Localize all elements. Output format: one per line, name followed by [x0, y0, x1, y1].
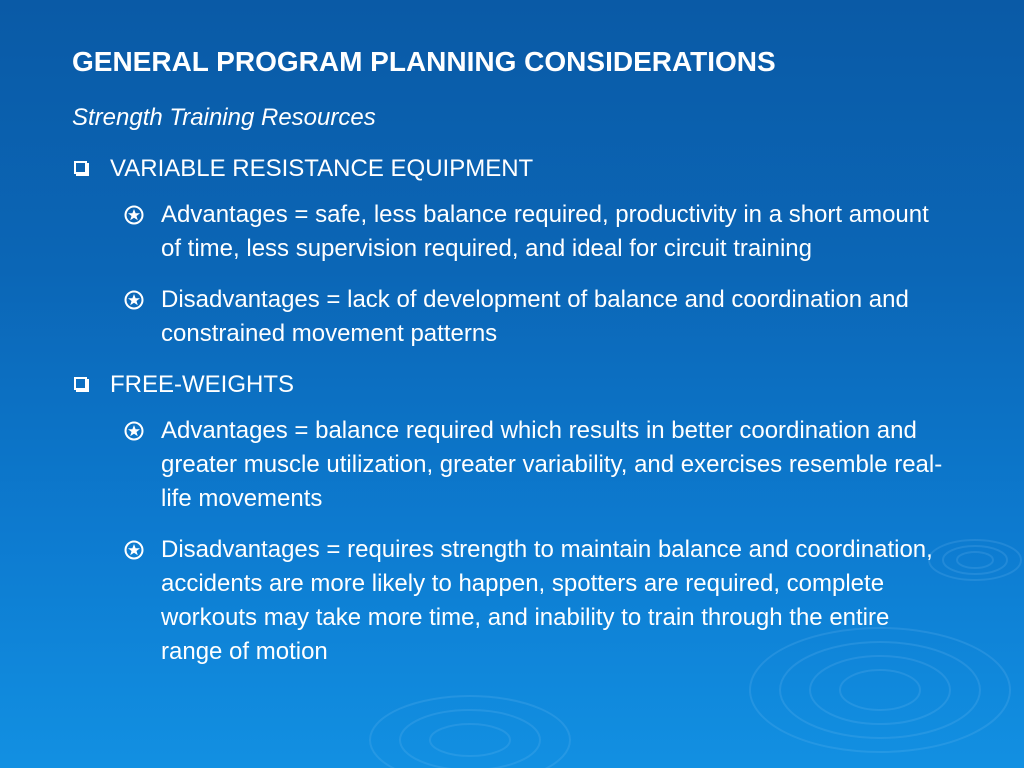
list-item — [124, 533, 946, 669]
star-circle-icon — [124, 205, 144, 225]
section-heading-text: VARIABLE RESISTANCE EQUIPMENT — [110, 155, 534, 182]
star-circle-icon — [124, 421, 144, 441]
section-heading-free-weights — [72, 368, 972, 402]
section-heading-text: FREE-WEIGHTS — [110, 371, 294, 398]
checkbox-icon — [74, 161, 87, 174]
star-circle-icon — [124, 290, 144, 310]
content-list — [72, 152, 972, 686]
section-heading-variable-resistance — [72, 152, 972, 186]
list-item-text: Disadvantages = requires strength to maintain balance and coordination, accidents are more likely to happen, spotters are required, complete workouts may take more time, and inability to train through the entire range of motion — [161, 536, 933, 665]
slide-title: GENERAL PROGRAM PLANNING CONSIDERATIONS — [72, 46, 776, 77]
list-item-text: Disadvantages = lack of development of balance and coordination and constrained movement patterns — [161, 286, 909, 347]
checkbox-icon — [74, 377, 87, 390]
list-item — [124, 198, 946, 266]
list-item-text: Advantages = balance required which results in better coordination and greater muscle utilization, greater variability, and exercises resemble real-life movements — [161, 417, 943, 512]
list-item-text: Advantages = safe, less balance required, productivity in a short amount of time, less supervision required, and ideal for circuit training — [161, 201, 929, 262]
slide-subtitle: Strength Training Resources — [72, 104, 376, 131]
list-item — [124, 283, 946, 351]
star-circle-icon — [124, 540, 144, 560]
list-item — [124, 414, 946, 516]
